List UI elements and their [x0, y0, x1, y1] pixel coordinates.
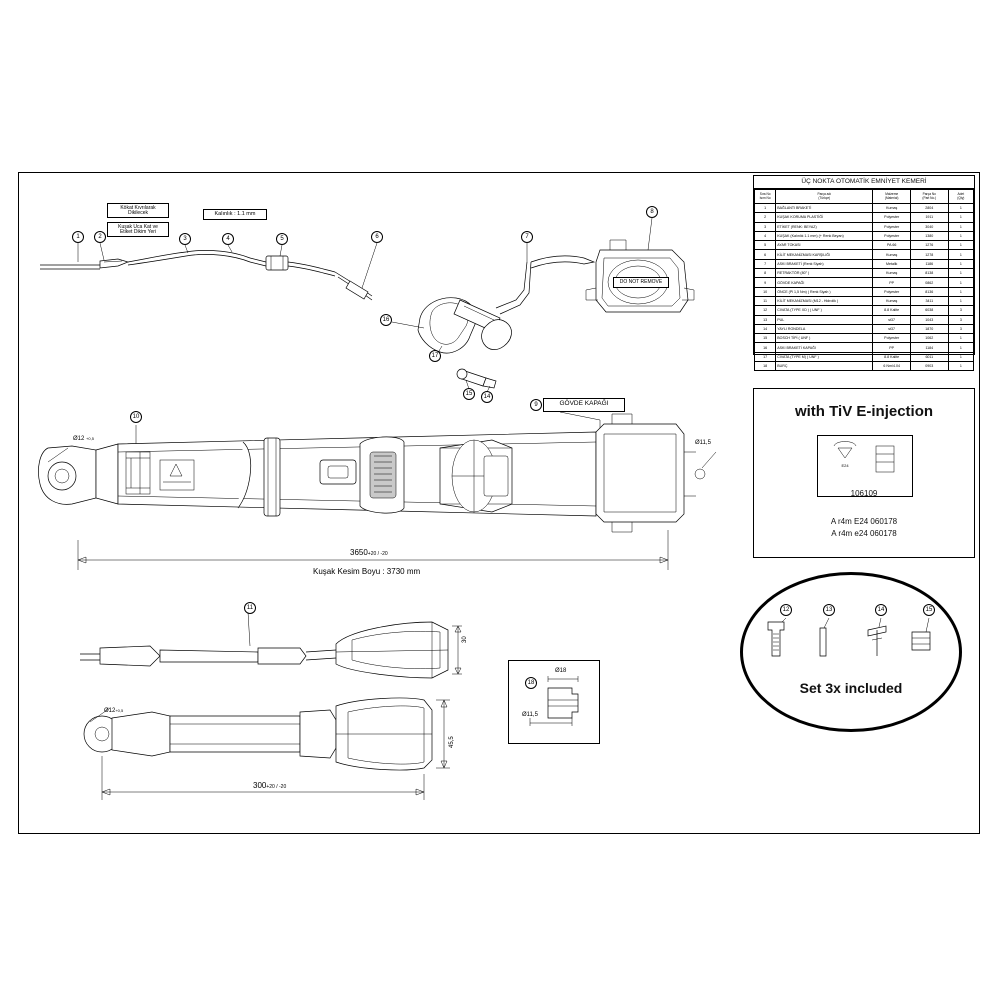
balloon-13: 13 [823, 604, 835, 616]
balloon-11: 11 [244, 602, 256, 614]
bom-cell-no: 16 [755, 343, 776, 352]
bom-cell-part: 8138 [910, 269, 948, 278]
balloon-5: 5 [276, 233, 288, 245]
bom-cell-part: 0862 [910, 278, 948, 287]
bom-cell-no: 14 [755, 324, 776, 333]
note-thickness: Kalınlık : 1.1 mm [203, 209, 267, 220]
balloon-9: 9 [530, 399, 542, 411]
dim-height-455: 45,5 [449, 736, 455, 748]
dim-detail-dia18: Ø18 [555, 668, 567, 674]
bom-cell-no: 11 [755, 296, 776, 305]
svg-text:E24: E24 [841, 463, 849, 468]
bom-cell-no: 4 [755, 231, 776, 240]
bom-cell-material: PP [873, 343, 911, 352]
approval-line-1: A r4m E24 060178 [830, 517, 898, 526]
bom-cell-name: YAYLI RONDELA [776, 324, 873, 333]
note-belt-cut-length: Kuşak Kesim Boyu : 3730 mm [313, 567, 421, 576]
bom-cell-part: 8136 [910, 287, 948, 296]
bom-cell-part: 1043 [910, 315, 948, 324]
bom-cell-name: BOSCH TİPİ ( UNF ) [776, 334, 873, 343]
bom-cell-no: 5 [755, 241, 776, 250]
bom-cell-qty: 1 [948, 352, 973, 361]
bom-cell-part: 2804 [910, 204, 948, 213]
bom-cell-part: 3040 [910, 222, 948, 231]
bom-cell-material: st37 [873, 324, 911, 333]
bom-header-name: Parça adı (Türkçe) [776, 190, 873, 204]
bom-cell-name: CIVATA (TYPE XD ) ( UNF ) [776, 306, 873, 315]
bom-cell-qty: 1 [948, 241, 973, 250]
bom-cell-name: BURÇ [776, 362, 873, 371]
bom-cell-qty: 1 [948, 231, 973, 240]
bom-cell-material: Polyester [873, 287, 911, 296]
approval-line-2: A r4m e24 060178 [831, 529, 897, 538]
bom-cell-qty: 3 [948, 315, 973, 324]
bom-cell-no: 17 [755, 352, 776, 361]
bom-cell-qty: 1 [948, 296, 973, 305]
bom-cell-part: 1911 [910, 213, 948, 222]
bom-cell-qty: 1 [948, 334, 973, 343]
bom-cell-qty: 1 [948, 259, 973, 268]
bom-cell-material: Kumaş [873, 250, 911, 259]
bom-cell-no: 6 [755, 250, 776, 259]
bom-cell-no: 18 [755, 362, 776, 371]
bom-cell-name: BAĞLANTI BRAKETİ [776, 204, 873, 213]
note-do-not-remove: DO NOT REMOVE [613, 277, 669, 288]
balloon-7: 7 [521, 231, 533, 243]
balloon-18: 18 [525, 677, 537, 689]
bom-cell-qty: 1 [948, 222, 973, 231]
note-label-sew-location: Kuşak Uca Kat ve Etiket Dikim Yeri [107, 222, 169, 237]
bom-cell-name: PUL [776, 315, 873, 324]
bom-cell-part: 6038 [910, 306, 948, 315]
bom-cell-part: 1184 [910, 343, 948, 352]
bom-cell-part: 1186 [910, 259, 948, 268]
bom-cell-part: 1380 [910, 231, 948, 240]
balloon-1: 1 [72, 231, 84, 243]
bom-cell-part: 1278 [910, 250, 948, 259]
bom-cell-name: KUŞAK KORUMA PLASTİĞİ [776, 213, 873, 222]
bom-cell-material: PA 66 [873, 241, 911, 250]
balloon-3: 3 [179, 233, 191, 245]
bom-cell-qty: 1 [948, 213, 973, 222]
balloon-14-set: 14 [875, 604, 887, 616]
bom-cell-material: st37 [873, 315, 911, 324]
bom-cell-material: 6 Nm/4.04 [873, 362, 911, 371]
bom-cell-no: 1 [755, 204, 776, 213]
bom-cell-material: Polyester [873, 334, 911, 343]
balloon-8: 8 [646, 206, 658, 218]
bom-cell-no: 8 [755, 269, 776, 278]
bom-cell-no: 10 [755, 287, 776, 296]
note-body-cover: GÖVDE KAPAĞI [543, 398, 625, 412]
bom-title: ÜÇ NOKTA OTOMATİK EMNİYET KEMERİ [754, 176, 974, 189]
bom-cell-qty: 1 [948, 343, 973, 352]
balloon-16: 16 [380, 314, 392, 326]
balloon-14: 14 [481, 391, 493, 403]
bom-cell-part: 3411 [910, 296, 948, 305]
bom-cell-material: Polyester [873, 231, 911, 240]
balloon-4: 4 [222, 233, 234, 245]
bom-cell-part: 1276 [910, 241, 948, 250]
bom-cell-qty: 1 [948, 287, 973, 296]
dim-dia115-right: Ø11,5 [695, 440, 711, 446]
balloon-15-set: 15 [923, 604, 935, 616]
bom-cell-name: ASKI BRAKETİ KAPAĞI [776, 343, 873, 352]
bom-cell-material: Metalik [873, 259, 911, 268]
bom-cell-material: 8.8 Kalite [873, 352, 911, 361]
bom-cell-qty: 1 [948, 204, 973, 213]
bom-header-part: Parça No (Part No.) [910, 190, 948, 204]
bom-cell-name: ETİKET (RENK: BEYAZ) [776, 222, 873, 231]
bom-cell-name: ÖNCE (Pl 1,5 Nm) ( Renk Siyah ) [776, 287, 873, 296]
dim-height-30: 30 [462, 636, 468, 643]
bom-cell-material: PP [873, 278, 911, 287]
dim-main-length: 3650+20 / -20 [350, 548, 388, 557]
bom-cell-name: RETRAKTÖR (80° ) [776, 269, 873, 278]
balloon-12: 12 [780, 604, 792, 616]
bom-cell-no: 9 [755, 278, 776, 287]
bom-cell-name: KİLİT MEKANİZMASI KARŞILIĞI [776, 250, 873, 259]
bom-cell-part: 1062 [910, 334, 948, 343]
note-fold-sew: Kökat Kıvrılarak Dikilecek [107, 203, 169, 218]
tiv-title: with TiV E-injection [794, 403, 934, 420]
bom-cell-no: 15 [755, 334, 776, 343]
bom-cell-no: 2 [755, 213, 776, 222]
bom-cell-no: 12 [755, 306, 776, 315]
bom-cell-material: Kumaş [873, 296, 911, 305]
bom-cell-material: 8.8 Kalite [873, 306, 911, 315]
balloon-6: 6 [371, 231, 383, 243]
balloon-2: 2 [94, 231, 106, 243]
bom-cell-no: 7 [755, 259, 776, 268]
bom-cell-material: Kumaş [873, 204, 911, 213]
bom-cell-name: GÖVDE KAPAĞI [776, 278, 873, 287]
bom-cell-part: 0903 [910, 362, 948, 371]
dim-detail-dia115: Ø11,5 [522, 712, 538, 718]
bom-cell-qty: 1 [948, 278, 973, 287]
dim-dia12-lower: Ø12+0,5 [104, 708, 124, 714]
bom-cell-qty: 3 [948, 306, 973, 315]
bom-cell-material: Polyester [873, 222, 911, 231]
bom-cell-name: ASKI BRAKETİ (Renk Siyah) [776, 259, 873, 268]
bom-cell-name: KUŞAK (Kalınlık 1.1 mm) (+ Renk Beyan) [776, 231, 873, 240]
set-label: Set 3x included [799, 680, 903, 696]
bom-cell-material: Kumaş [873, 269, 911, 278]
dim-dia12-left: Ø12 +0,5 [73, 436, 94, 442]
bom-cell-name: AYAR TOKASI [776, 241, 873, 250]
bom-cell-qty: 1 [948, 250, 973, 259]
bom-cell-part: 6011 [910, 352, 948, 361]
bom-cell-name: KİLİT MEKANİZMASI (M12 - Hidrolik ) [776, 296, 873, 305]
balloon-17: 17 [429, 350, 441, 362]
bom-header-no: Sıra No Isım No [755, 190, 776, 204]
bom-cell-qty: 1 [948, 362, 973, 371]
bom-cell-qty: 3 [948, 324, 973, 333]
bom-cell-no: 3 [755, 222, 776, 231]
bom-cell-no: 13 [755, 315, 776, 324]
bom-cell-name: CIVATA (TYPE M) ( UNF ) [776, 352, 873, 361]
e-number: 106109 [850, 489, 878, 498]
dim-tongue-length: 300+20 / -20 [253, 781, 287, 790]
bom-header-material: Malzeme (Material) [873, 190, 911, 204]
bom-cell-material: Polyester [873, 213, 911, 222]
bom-cell-qty: 1 [948, 269, 973, 278]
balloon-15: 15 [463, 388, 475, 400]
bom-header-qty: Adet (Qty) [948, 190, 973, 204]
balloon-10: 10 [130, 411, 142, 423]
bom-cell-part: 1870 [910, 324, 948, 333]
